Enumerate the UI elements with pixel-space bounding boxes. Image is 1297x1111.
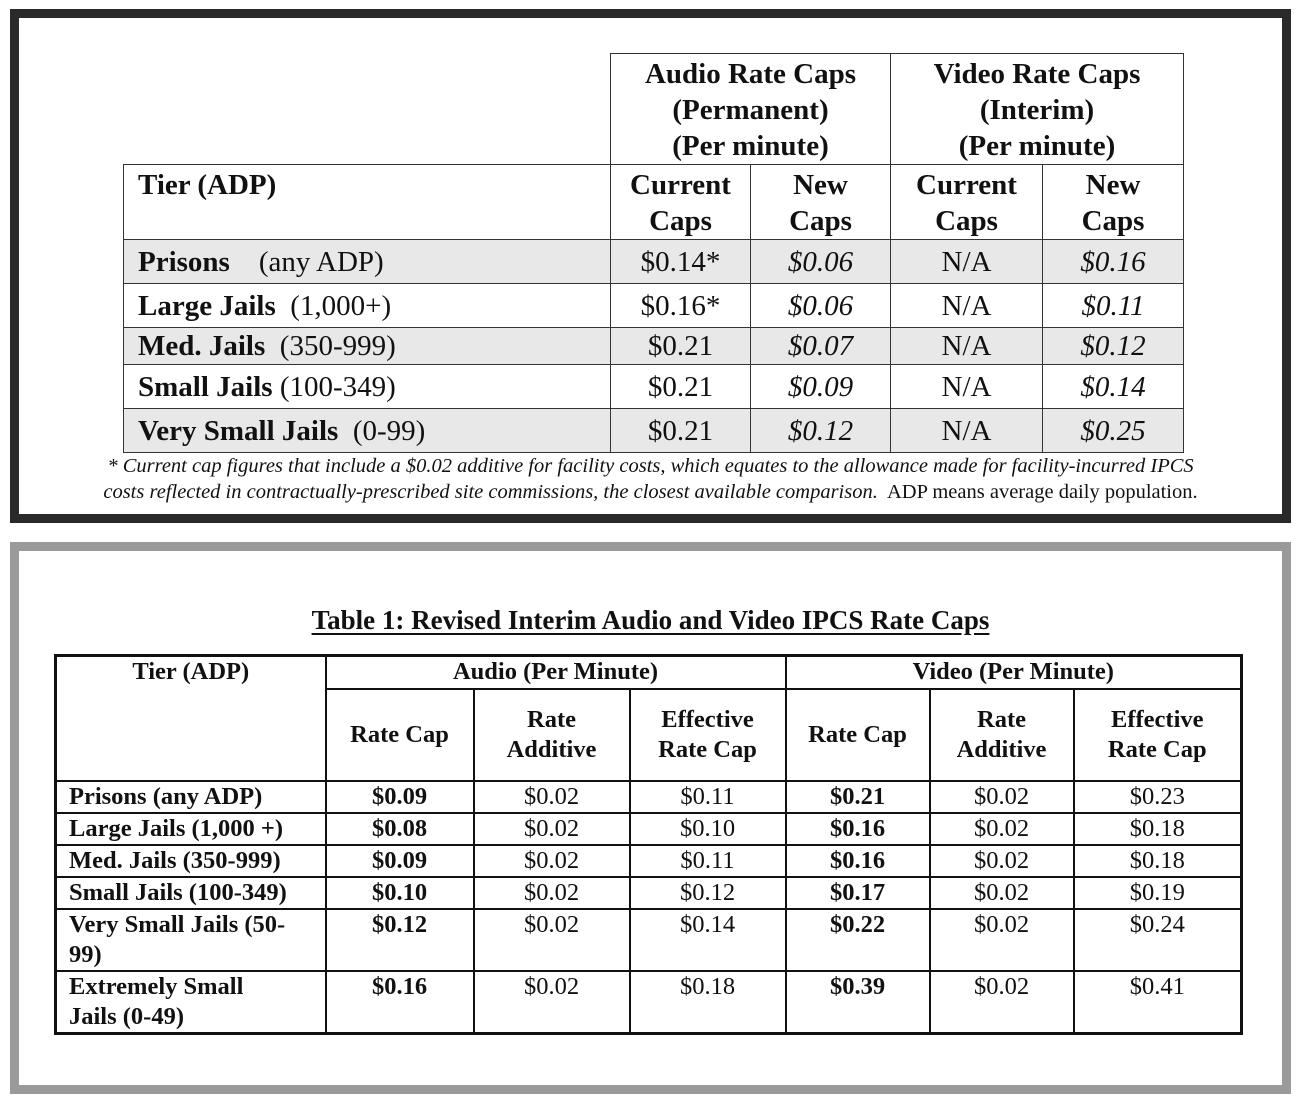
audio-new-cell: $0.12 bbox=[751, 409, 891, 453]
video-rate-additive-cell: $0.02 bbox=[930, 909, 1074, 971]
audio-effective-cell: $0.10 bbox=[630, 813, 786, 845]
table-row bbox=[56, 971, 1242, 1034]
table-row bbox=[56, 781, 1242, 813]
audio-effective-cell: $0.14 bbox=[630, 909, 786, 971]
video-current-cell: N/A bbox=[891, 409, 1043, 453]
audio-new-cell: $0.07 bbox=[751, 328, 891, 365]
video-rate-cap-cell: $0.16 bbox=[786, 813, 930, 845]
video-effective-cell: $0.18 bbox=[1074, 813, 1242, 845]
audio-rate-additive-cell: $0.02 bbox=[474, 845, 630, 877]
table-row bbox=[56, 845, 1242, 877]
audio-current-cell: $0.21 bbox=[611, 328, 751, 365]
tier-cell: Small Jails (100-349) bbox=[56, 877, 326, 909]
audio-current-cell: $0.21 bbox=[611, 409, 751, 453]
video-rate-cap-header: Rate Cap bbox=[786, 689, 930, 781]
video-rate-cap-cell: $0.21 bbox=[786, 781, 930, 813]
video-rate-additive-cell: $0.02 bbox=[930, 971, 1074, 1034]
video-rate-caps-header: Video Rate Caps (Interim) (Per minute) bbox=[891, 54, 1184, 165]
tier-cell: Small Jails (100-349) bbox=[124, 365, 611, 409]
audio-effective-rate-cap-header: Effective Rate Cap bbox=[630, 689, 786, 781]
tier-header: Tier (ADP) bbox=[56, 656, 326, 781]
video-rate-cap-cell: $0.22 bbox=[786, 909, 930, 971]
video-rate-cap-cell: $0.39 bbox=[786, 971, 930, 1034]
table-row bbox=[56, 909, 1242, 971]
video-rate-cap-cell: $0.16 bbox=[786, 845, 930, 877]
video-rate-additive-cell: $0.02 bbox=[930, 877, 1074, 909]
tier-cell: Prisons (any ADP) bbox=[56, 781, 326, 813]
video-rate-additive-header: Rate Additive bbox=[930, 689, 1074, 781]
audio-rate-additive-cell: $0.02 bbox=[474, 877, 630, 909]
video-rate-cap-cell: $0.17 bbox=[786, 877, 930, 909]
audio-new-cell: $0.06 bbox=[751, 284, 891, 328]
rate-caps-comparison-table bbox=[123, 53, 1184, 453]
video-effective-cell: $0.24 bbox=[1074, 909, 1242, 971]
table-title: Table 1: Revised Interim Audio and Video IPCS Rate Caps bbox=[311, 605, 990, 635]
table-row bbox=[56, 877, 1242, 909]
video-effective-cell: $0.18 bbox=[1074, 845, 1242, 877]
audio-rate-additive-cell: $0.02 bbox=[474, 909, 630, 971]
audio-effective-cell: $0.18 bbox=[630, 971, 786, 1034]
audio-rate-cap-header: Rate Cap bbox=[326, 689, 474, 781]
video-current-cell: N/A bbox=[891, 284, 1043, 328]
audio-rate-cap-cell: $0.09 bbox=[326, 781, 474, 813]
audio-rate-additive-cell: $0.02 bbox=[474, 971, 630, 1034]
tier-header: Tier (ADP) bbox=[124, 165, 611, 240]
video-current-cell: N/A bbox=[891, 365, 1043, 409]
video-rate-additive-cell: $0.02 bbox=[930, 781, 1074, 813]
table-row bbox=[124, 409, 1184, 453]
audio-current-cell: $0.21 bbox=[611, 365, 751, 409]
video-effective-rate-cap-header: Effective Rate Cap bbox=[1074, 689, 1242, 781]
tier-cell: Large Jails (1,000+) bbox=[124, 284, 611, 328]
video-new-caps-header: New Caps bbox=[1043, 165, 1184, 240]
tier-cell: Prisons (any ADP) bbox=[124, 240, 611, 284]
audio-current-cell: $0.14* bbox=[611, 240, 751, 284]
video-rate-additive-cell: $0.02 bbox=[930, 845, 1074, 877]
table-row bbox=[124, 328, 1184, 365]
audio-rate-additive-header: Rate Additive bbox=[474, 689, 630, 781]
table-row bbox=[124, 284, 1184, 328]
video-effective-cell: $0.23 bbox=[1074, 781, 1242, 813]
video-current-cell: N/A bbox=[891, 240, 1043, 284]
audio-rate-cap-cell: $0.10 bbox=[326, 877, 474, 909]
table-row bbox=[124, 365, 1184, 409]
video-current-caps-header: Current Caps bbox=[891, 165, 1043, 240]
video-effective-cell: $0.19 bbox=[1074, 877, 1242, 909]
tier-cell: Med. Jails (350-999) bbox=[124, 328, 611, 365]
audio-new-cell: $0.09 bbox=[751, 365, 891, 409]
audio-rate-cap-cell: $0.08 bbox=[326, 813, 474, 845]
tier-cell: Very Small Jails (50- 99) bbox=[56, 909, 326, 971]
tier-cell: Extremely Small Jails (0-49) bbox=[56, 971, 326, 1034]
audio-new-cell: $0.06 bbox=[751, 240, 891, 284]
audio-rate-cap-cell: $0.09 bbox=[326, 845, 474, 877]
table-row bbox=[56, 813, 1242, 845]
audio-per-minute-header: Audio (Per Minute) bbox=[326, 656, 786, 689]
video-effective-cell: $0.41 bbox=[1074, 971, 1242, 1034]
audio-rate-additive-cell: $0.02 bbox=[474, 781, 630, 813]
rate-caps-comparison-panel bbox=[10, 9, 1291, 523]
video-new-cell: $0.14 bbox=[1043, 365, 1184, 409]
video-new-cell: $0.16 bbox=[1043, 240, 1184, 284]
audio-effective-cell: $0.11 bbox=[630, 845, 786, 877]
audio-current-caps-header: Current Caps bbox=[611, 165, 751, 240]
audio-effective-cell: $0.12 bbox=[630, 877, 786, 909]
audio-rate-cap-cell: $0.16 bbox=[326, 971, 474, 1034]
audio-rate-cap-cell: $0.12 bbox=[326, 909, 474, 971]
table-row bbox=[124, 240, 1184, 284]
tier-cell: Very Small Jails (0-99) bbox=[124, 409, 611, 453]
video-rate-additive-cell: $0.02 bbox=[930, 813, 1074, 845]
tier-cell: Large Jails (1,000 +) bbox=[56, 813, 326, 845]
tier-cell: Med. Jails (350-999) bbox=[56, 845, 326, 877]
video-current-cell: N/A bbox=[891, 328, 1043, 365]
revised-interim-rate-caps-panel bbox=[10, 542, 1291, 1094]
video-per-minute-header: Video (Per Minute) bbox=[786, 656, 1242, 689]
audio-rate-additive-cell: $0.02 bbox=[474, 813, 630, 845]
blank-corner bbox=[124, 54, 611, 165]
video-new-cell: $0.12 bbox=[1043, 328, 1184, 365]
video-new-cell: $0.11 bbox=[1043, 284, 1184, 328]
audio-effective-cell: $0.11 bbox=[630, 781, 786, 813]
audio-current-cell: $0.16* bbox=[611, 284, 751, 328]
audio-new-caps-header: New Caps bbox=[751, 165, 891, 240]
video-new-cell: $0.25 bbox=[1043, 409, 1184, 453]
revised-interim-rate-caps-table bbox=[54, 654, 1243, 1035]
audio-rate-caps-header: Audio Rate Caps (Permanent) (Per minute) bbox=[611, 54, 891, 165]
footnote: * Current cap figures that include a $0.02 additive for facility costs, which equates to the allowance made for facility-incurred IPCS costs reflected in contractually-prescribed site commissions, the closest available comparison. ADP means average daily population. bbox=[103, 455, 1198, 503]
